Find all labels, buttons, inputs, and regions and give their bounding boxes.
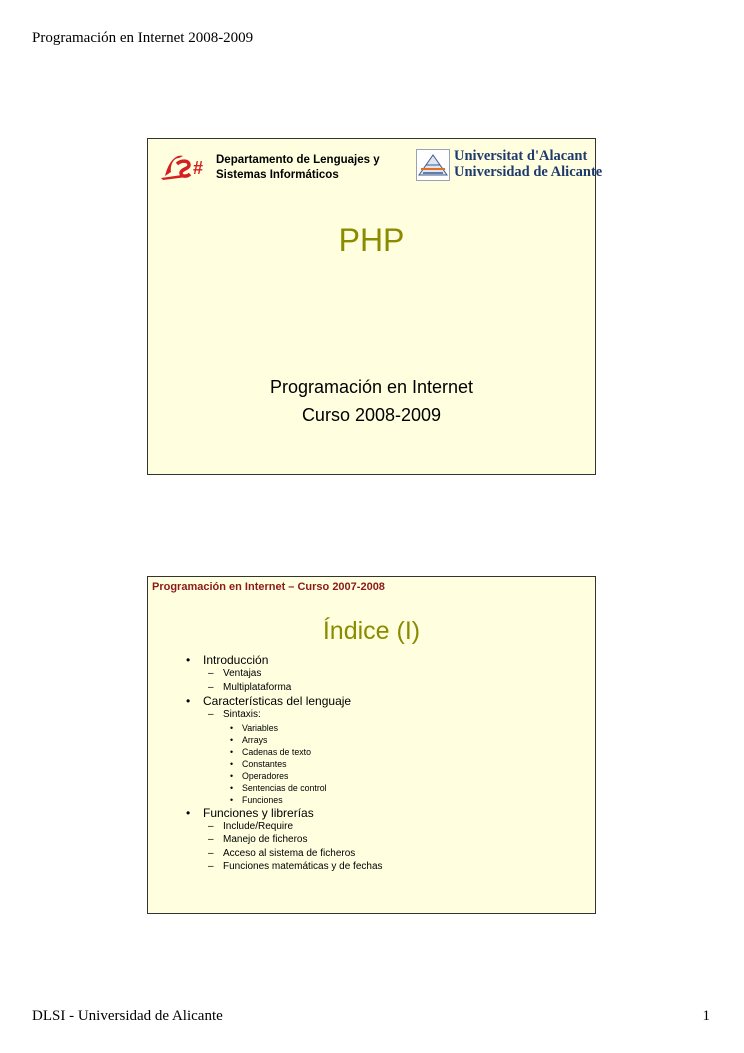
toc-item-level2: – Sintaxis: bbox=[186, 708, 383, 722]
toc-item-level3: • Constantes bbox=[186, 758, 383, 770]
ua-name-line2: Universidad de Alicante bbox=[454, 164, 603, 180]
toc-item-level3: • Operadores bbox=[186, 770, 383, 782]
toc-item-level1: • Introducción bbox=[186, 653, 383, 667]
toc-item-level2: – Funciones matemáticas y de fechas bbox=[186, 860, 383, 874]
slide-index-heading: Índice (I) bbox=[322, 617, 421, 645]
toc-item-level3: • Funciones bbox=[186, 794, 383, 806]
toc-item-level2: – Multiplataforma bbox=[186, 681, 383, 695]
dept-name-line1: Departamento de Lenguajes y bbox=[216, 154, 380, 166]
slide-course-header: Programación en Internet – Curso 2007-2008 bbox=[152, 581, 385, 593]
toc-item-level3: • Arrays bbox=[186, 734, 383, 746]
dlsi-logo-icon bbox=[159, 150, 211, 184]
toc-item-level2: – Manejo de ficheros bbox=[186, 833, 383, 847]
slide-subtitle-line1: Programación en Internet bbox=[269, 377, 474, 397]
toc-item-level2: – Include/Require bbox=[186, 820, 383, 834]
slide-subtitle-line2: Curso 2008-2009 bbox=[301, 405, 442, 425]
slide-index bbox=[147, 576, 596, 914]
page-header: Programación en Internet 2008-2009 bbox=[32, 30, 254, 46]
ua-logo-icon bbox=[416, 149, 450, 181]
ua-name-line1: Universitat d'Alacant bbox=[454, 148, 588, 164]
slide-title-heading: PHP bbox=[338, 222, 405, 258]
toc-item-level2: – Acceso al sistema de ficheros bbox=[186, 847, 383, 861]
toc-item-level3: • Sentencias de control bbox=[186, 782, 383, 794]
toc-item-level1: • Funciones y librerías bbox=[186, 806, 383, 820]
toc-item-level2: – Ventajas bbox=[186, 667, 383, 681]
toc-item-level3: • Variables bbox=[186, 722, 383, 734]
page-footer-left: DLSI - Universidad de Alicante bbox=[32, 1008, 223, 1024]
slide-title bbox=[147, 138, 603, 475]
toc-item-level1: • Características del lenguaje bbox=[186, 694, 383, 708]
toc-item-level3: • Cadenas de texto bbox=[186, 746, 383, 758]
dept-name-line2: Sistemas Informáticos bbox=[216, 169, 339, 181]
table-of-contents bbox=[186, 653, 383, 874]
page-number: 1 bbox=[702, 1008, 710, 1024]
svg-text:#: # bbox=[193, 158, 204, 178]
